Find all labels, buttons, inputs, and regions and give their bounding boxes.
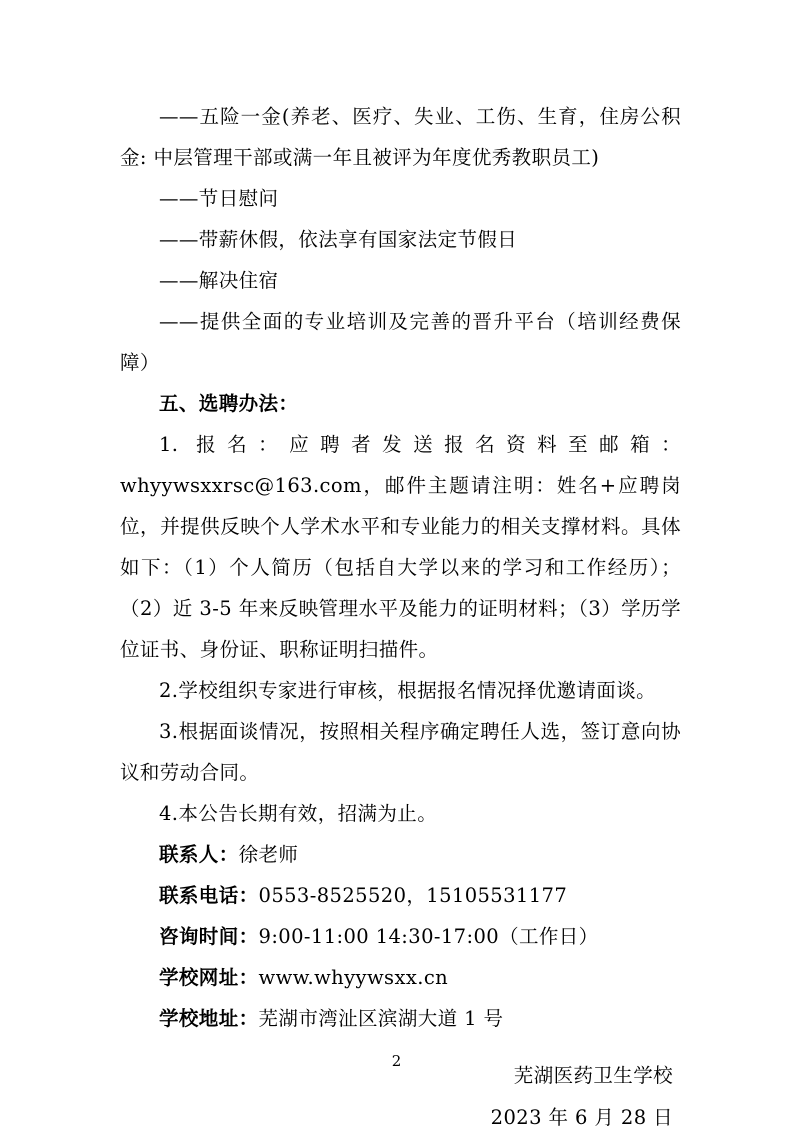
method-item-4: 4.本公告长期有效，招满为止。 <box>159 802 438 825</box>
benefit-item-3: ——带薪休假，依法享有国家法定节假日 <box>159 228 518 251</box>
contact-phone-value: 0553-8525520，15105531177 <box>258 884 568 907</box>
contact-person <box>120 834 681 875</box>
school-address-label: 学校地址： <box>159 1007 259 1030</box>
document-body <box>120 96 681 1139</box>
school-website-value: www.whyywsxx.cn <box>258 966 449 989</box>
contact-hours <box>120 916 681 957</box>
contact-hours-value: 9:00-11:00 14:30-17:00（工作日） <box>258 925 599 948</box>
contact-phone <box>120 875 681 916</box>
benefit-item-2: ——节日慰问 <box>159 187 279 210</box>
benefit-item-4: ——解决住宿 <box>159 269 279 292</box>
benefit-item-5: ——提供全面的专业培训及完善的晋升平台（培训经费保障） <box>120 310 681 374</box>
school-address <box>120 998 681 1039</box>
contact-person-label: 联系人： <box>159 843 239 866</box>
contact-hours-label: 咨询时间： <box>159 925 259 948</box>
method-item-3: 3.根据面谈情况，按照相关程序确定聘任人选，签订意向协议和劳动合同。 <box>120 720 681 784</box>
method-item-1: 1. 报名：应聘者发送报名资料至邮箱：whyywsxxrsc@163.com，邮件主题请注明：姓名+应聘岗位，并提供反映个人学术水平和专业能力的相关支撑材料。具体如下：（1）个人简历（包括自大学以来的学习和工作经历）；（2）近 3-5 年来反映管理水平及能力的证明材料；（3）学历学位证书、身份证、职称证明扫描件。 <box>120 433 681 661</box>
contact-person-value: 徐老师 <box>238 843 299 866</box>
page-number: 2 <box>391 1052 402 1070</box>
school-website-label: 学校网址： <box>159 966 259 989</box>
signature-date: 2023 年 6 月 28 日 <box>490 1106 673 1129</box>
benefit-item-1: ——五险一金(养老、医疗、失业、工伤、生育，住房公积金: 中层管理干部或满一年且被评为年度优秀教职员工) <box>120 105 681 169</box>
method-item-2: 2.学校组织专家进行审核，根据报名情况择优邀请面谈。 <box>159 679 657 702</box>
school-address-value: 芜湖市湾沚区滨湖大道 1 号 <box>258 1007 504 1030</box>
signature-organization: 芜湖医药卫生学校 <box>513 1064 673 1087</box>
school-website <box>120 957 681 998</box>
contact-phone-label: 联系电话： <box>159 884 259 907</box>
section-heading-selection-method: 五、选聘办法： <box>159 392 299 415</box>
